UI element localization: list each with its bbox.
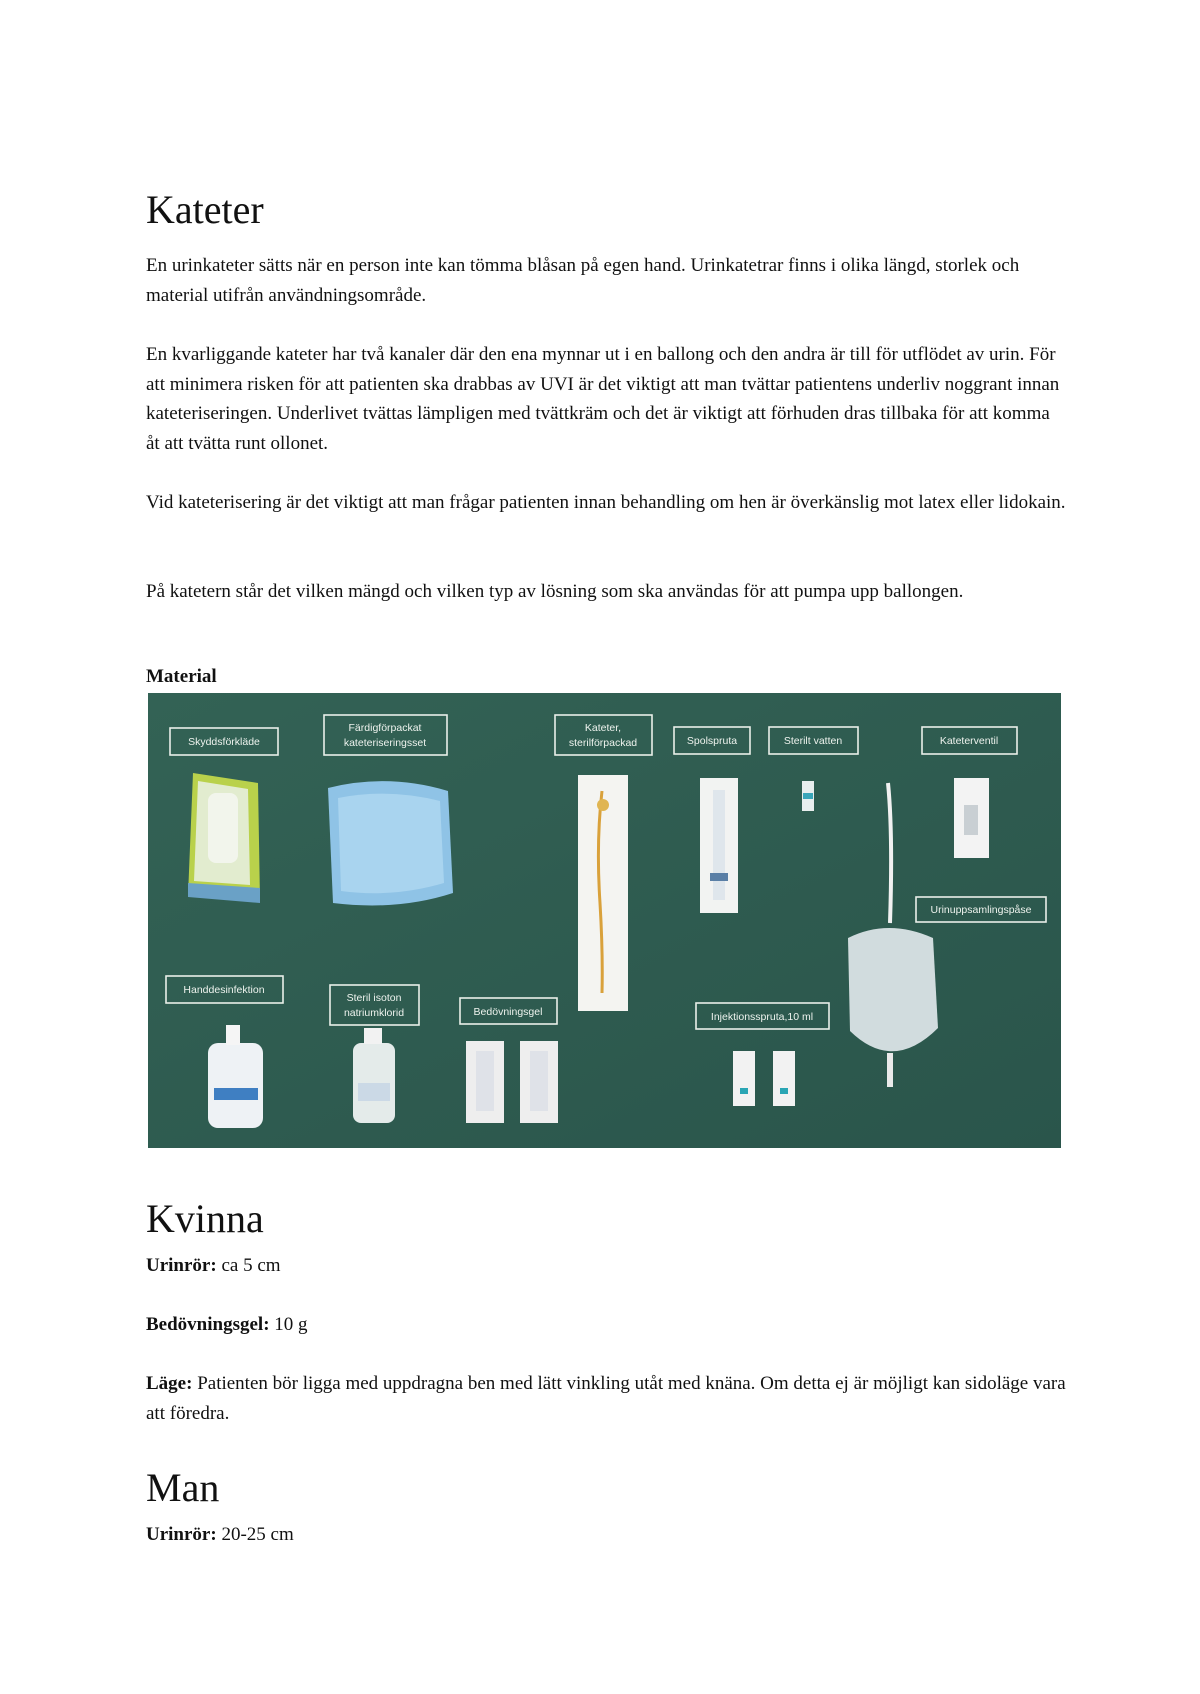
sterile-water: [802, 781, 814, 811]
intro-paragraph-1: En urinkateter sätts när en person inte kan tömma blåsan på egen hand. Urinkatetrar finns i olika längd, storlek och material utifrån användningsområde.: [146, 255, 1020, 306]
svg-text:Handdesinfektion: Handdesinfektion: [183, 984, 265, 996]
svg-text:Urinuppsamlingspåse: Urinuppsamlingspåse: [930, 904, 1032, 916]
kvinna-gel-label: Bedövningsgel:: [146, 1314, 270, 1335]
svg-text:Sterilt vatten: Sterilt vatten: [783, 735, 843, 747]
heading-kvinna: Kvinna: [146, 1196, 264, 1241]
material-heading: Material: [146, 666, 217, 687]
man-urinror-value: 20-25 cm: [216, 1524, 294, 1545]
catheter-valve: [954, 778, 989, 858]
apron-box: [188, 773, 260, 903]
kvinna-lage-label: Läge:: [146, 1373, 193, 1394]
intro-paragraph-3: Vid kateterisering är det viktigt att man frågar patienten innan behandling om hen är överkänslig mot latex eller lidokain.: [146, 492, 1066, 513]
catheter: [578, 775, 628, 1011]
svg-text:Färdigförpackat: Färdigförpackat: [348, 722, 422, 734]
kvinna-urinror-value: ca 5 cm: [216, 1255, 281, 1276]
kvinna-urinror: [146, 1251, 1066, 1281]
kvinna-urinror-label: Urinrör:: [146, 1255, 217, 1276]
svg-text:Kateter,: Kateter,: [584, 722, 622, 734]
catheterization-set: [328, 781, 453, 905]
kvinna-gel-value: 10 g: [269, 1314, 308, 1335]
svg-text:Bedövningsgel: Bedövningsgel: [473, 1006, 543, 1018]
man-urinror-label: Urinrör:: [146, 1524, 217, 1545]
flush-syringe: [700, 778, 738, 913]
heading-kateter: Kateter: [146, 187, 264, 232]
svg-text:Skyddsförkläde: Skyddsförkläde: [188, 736, 260, 748]
svg-text:sterilförpackad: sterilförpackad: [568, 737, 638, 749]
svg-text:Spolspruta: Spolspruta: [686, 735, 738, 747]
kvinna-lage: [146, 1369, 1066, 1428]
material-photo: [148, 693, 1061, 1148]
man-urinror: [146, 1520, 1066, 1550]
kvinna-gel: [146, 1310, 1066, 1340]
svg-text:Kateterventil: Kateterventil: [939, 735, 999, 747]
svg-text:kateteriseringsset: kateteriseringsset: [343, 737, 427, 749]
intro-paragraph-4: På katetern står det vilken mängd och vilken typ av lösning som ska användas för att pumpa upp ballongen.: [146, 581, 964, 602]
svg-text:Injektionsspruta,10 ml: Injektionsspruta,10 ml: [710, 1011, 814, 1023]
svg-text:Steril isoton: Steril isoton: [346, 992, 402, 1004]
kvinna-lage-value: Patienten bör ligga med uppdragna ben med lätt vinkling utåt med knäna. Om detta ej är möjligt kan sidoläge vara att föredra.: [146, 1373, 1066, 1424]
intro-paragraph-2: En kvarliggande kateter har två kanaler där den ena mynnar ut i en ballong och den andra är till för utflödet av urin. För att minimera risken för att patienten ska drabbas av UVI är det viktigt att man tvättar patientens underliv noggrant innan kateteriseringen. Underlivet tvättas lämpligen med tvättkräm och det är viktigt att förhuden dras tillbaka för att komma åt att tvätta runt ollonet.: [146, 344, 1060, 454]
svg-text:natriumklorid: natriumklorid: [343, 1007, 405, 1019]
heading-man: Man: [146, 1465, 220, 1510]
